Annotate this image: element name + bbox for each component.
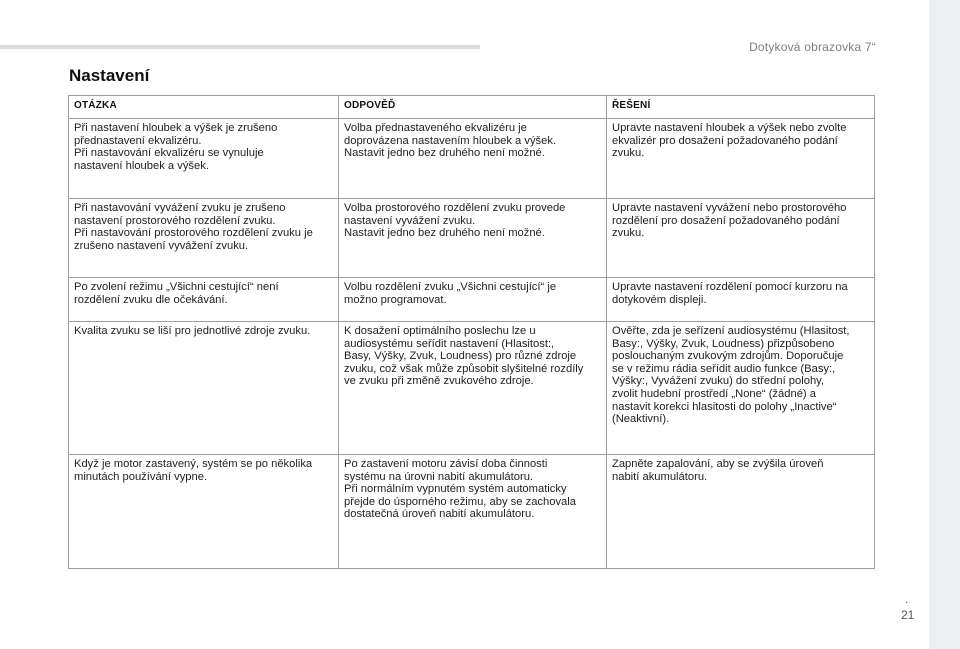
solution-cell: Upravte nastavení rozdělení pomocí kurzoru na dotykovém displeji. [607, 278, 875, 322]
table-row [69, 278, 875, 322]
continuation-mark: . [905, 592, 909, 606]
answer-cell: Volbu rozdělení zvuku „Všichni cestující“ je možno programovat. [339, 278, 607, 322]
table-row [69, 455, 875, 569]
solution-cell: Upravte nastavení hloubek a výšek nebo zvolte ekvalizér pro dosažení požadovaného podání zvuku. [607, 119, 875, 199]
column-header-solution: ŘEŠENÍ [607, 96, 875, 119]
question-cell: Při nastavení hloubek a výšek je zrušeno přednastavení ekvalizéru. Při nastavování ekvalizéru se vynuluje nastavení hloubek a výšek. [69, 119, 339, 199]
page-title: Nastavení [69, 66, 150, 85]
table-header-row [69, 96, 875, 119]
running-header: Dotyková obrazovka 7“ [749, 40, 876, 54]
question-cell: Po zvolení režimu „Všichni cestující“ není rozdělení zvuku dle očekávání. [69, 278, 339, 322]
answer-cell: Volba přednastaveného ekvalizéru je doprovázena nastavením hloubek a výšek. Nastavit jedno bez druhého není možné. [339, 119, 607, 199]
solution-cell: Ověřte, zda je seřízení audiosystému (Hlasitost, Basy:, Výšky, Zvuk, Loudness) přizpůsobeno poslouchaným zvukovým zdrojům. Doporučuje se v režimu rádia seřídit audio funkce (Basy:, Výšky:, Vyvážení zvuku) do střední polohy, zvolit hudební prostředí „None“ (žádné) a nastavit korekci hlasitosti do polohy „Inactive“ (Neaktivní). [607, 322, 875, 455]
question-cell: Při nastavování vyvážení zvuku je zrušeno nastavení prostorového rozdělení zvuku. Při nastavování prostorového rozdělení zvuku je zrušeno nastavení vyvážení zvuku. [69, 199, 339, 278]
column-header-answer: ODPOVĚĎ [339, 96, 607, 119]
table-row [69, 199, 875, 278]
page-number: 21 [901, 608, 915, 622]
faq-table [68, 95, 875, 569]
table-row [69, 322, 875, 455]
solution-cell: Upravte nastavení vyvážení nebo prostorového rozdělení pro dosažení požadovaného podání zvuku. [607, 199, 875, 278]
answer-cell: Po zastavení motoru závisí doba činnosti systému na úrovni nabití akumulátoru. Při normálním vypnutém systém automaticky přejde do úsporného režimu, aby se zachovala dostatečná úroveň nabití akumulátoru. [339, 455, 607, 569]
answer-cell: K dosažení optimálního poslechu lze u audiosystému seřídit nastavení (Hlasitost:, Basy, Výšky, Zvuk, Loudness) pro různé zdroje zvuku, což však může způsobit slyšitelné rozdíly ve zvuku při změně zvukového zdroje. [339, 322, 607, 455]
table-row [69, 119, 875, 199]
header-rule [0, 45, 480, 49]
question-cell: Kvalita zvuku se liší pro jednotlivé zdroje zvuku. [69, 322, 339, 455]
solution-cell: Zapněte zapalování, aby se zvýšila úroveň nabití akumulátoru. [607, 455, 875, 569]
column-header-question: OTÁZKA [69, 96, 339, 119]
page-edge-band [929, 0, 960, 649]
answer-cell: Volba prostorového rozdělení zvuku provede nastavení vyvážení zvuku. Nastavit jedno bez druhého není možné. [339, 199, 607, 278]
question-cell: Když je motor zastavený, systém se po několika minutách používání vypne. [69, 455, 339, 569]
